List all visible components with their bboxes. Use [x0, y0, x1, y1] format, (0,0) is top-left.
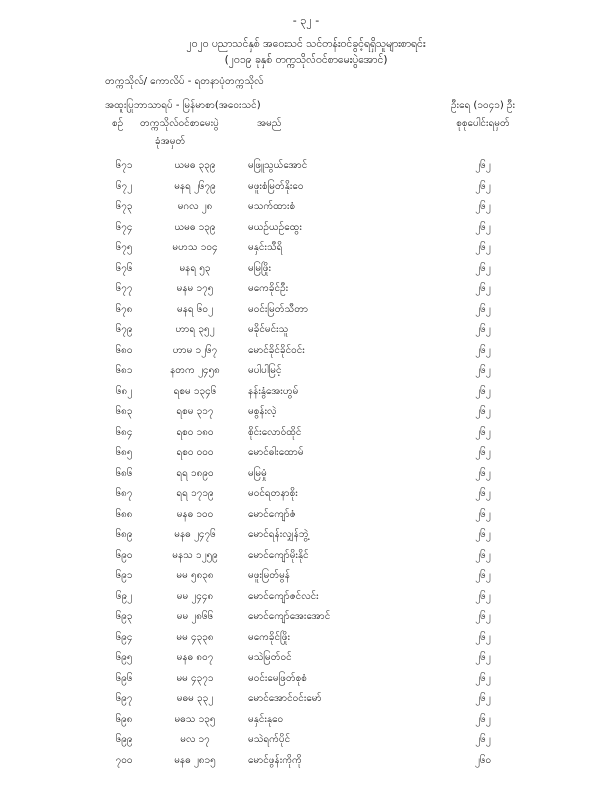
row-number: ၆၈၂ [115, 385, 133, 397]
row-number: ၆၉၉ [115, 734, 133, 745]
row-number: ၆၉၈ [115, 713, 133, 725]
student-name: မခိုင်မင်းသူ [248, 324, 289, 335]
table-row [0, 302, 612, 322]
total-score: ၂၆၂ [475, 283, 491, 294]
document-title: ၂၀၂၀ ပညာသင်နှစ် အဝေးသင် သင်တန်းဝင်ခွင့်ရရှိသူများစာရင်း [186, 38, 426, 50]
roll-number: ရစဝ ၁၈၀ [176, 426, 214, 438]
table-row [0, 568, 612, 588]
roll-number: မနဓ ၁၀၀ [176, 508, 214, 520]
student-name: မောင်ဓါးထောမ် [248, 447, 304, 458]
page-number: - ၃၂ - [292, 14, 320, 27]
row-number: ၆၈၃ [115, 406, 133, 417]
total-score: ၂၆၂ [475, 406, 491, 417]
roll-number: မမ ၂၈၆၆ [176, 611, 214, 622]
student-name: မဖြူသွယ်အောင် [248, 160, 308, 171]
row-number: ၆၇၆ [115, 262, 133, 274]
table-row [0, 691, 612, 711]
student-name: မောင်ရန်းလျှန်ဘွဲ့ [248, 529, 309, 540]
roll-number: မမ ၅၈၃၈ [176, 570, 214, 581]
student-name: မောင်ကျော်မိုးနိုင် [248, 549, 309, 561]
student-name: မနှင်းနုဝေ [248, 713, 284, 725]
total-count-label: ဦးရေ (၁၀၄၁) ဦး [450, 100, 515, 111]
table-row [0, 179, 612, 199]
student-name: မစွန်းလဲ့ [248, 406, 277, 417]
total-score: ၂၆၂ [475, 488, 491, 499]
table-row [0, 281, 612, 301]
row-number: ၆၇၄ [115, 221, 133, 233]
student-name: မဝင်ရတနာစိုး [248, 488, 298, 499]
total-score: ၂၆၂ [475, 426, 491, 438]
total-score: ၂၆၂ [475, 324, 491, 335]
table-row [0, 240, 612, 260]
university-line: တက္ကသိုလ်/ ကောလိပ် - ရတနာပုံတက္ကသိုလ် [105, 76, 264, 87]
table-row [0, 343, 612, 363]
table-row [0, 732, 612, 752]
table-row [0, 158, 612, 178]
student-name: မကေခိုင်ဖြိုး [248, 631, 291, 643]
row-number: ၆၇၇ [115, 283, 133, 294]
table-row [0, 261, 612, 281]
student-name: မောင်ကျော်ဇံ [248, 508, 296, 520]
table-row [0, 507, 612, 527]
row-number: ၆၉၆ [115, 672, 133, 684]
table-row [0, 384, 612, 404]
total-score: ၂၆၂ [475, 693, 491, 704]
student-name: မနှင်းသီရိ [248, 242, 283, 253]
student-name: မောင်ကျော်အေးအောင် [248, 611, 331, 622]
row-number: ၆၇၃ [115, 201, 133, 212]
roll-number: မဂလ ၂၈ [177, 201, 213, 212]
total-score: ၂၆၂ [475, 262, 491, 274]
total-score: ၂၆၂ [475, 713, 491, 725]
row-number: ၆၉၁ [115, 570, 133, 581]
column-header-score: စုစုပေါင်းရမှတ် [456, 118, 510, 129]
total-score: ၂၆၂ [475, 508, 491, 520]
roll-number: ယမဓ ၃၃၉ [174, 160, 216, 171]
roll-number: မနရ ၂၆၇၉ [174, 180, 216, 192]
row-number: ၆၇၂ [115, 180, 133, 192]
student-name: နန်းနွံအေးဟွမ် [248, 385, 299, 397]
student-name: မောင်ဖွန်းကိုကို [248, 754, 302, 766]
total-score: ၂၆၂ [475, 467, 491, 479]
student-name: စိုင်းလောဝ်ထိုင် [248, 426, 302, 438]
total-score: ၂၆၂ [475, 385, 491, 397]
roll-number: ရစဝ ၀၀၀ [176, 447, 214, 458]
column-header-name: အမည် [257, 118, 282, 129]
total-score: ၂၆၂ [475, 611, 491, 622]
roll-number: မလ ၁၇ [180, 734, 210, 745]
student-name: မယဉ်ယဉ်ထွေး [248, 221, 302, 233]
row-number: ၆၈၀ [115, 344, 133, 356]
row-number: ၆၈၆ [115, 467, 133, 479]
roll-number: မနဓ ၈၀၇ [176, 652, 214, 663]
row-number: ၆၇၅ [115, 242, 133, 253]
table-row [0, 671, 612, 691]
table-row [0, 445, 612, 465]
table-row [0, 589, 612, 609]
total-score: ၂၆၂ [475, 344, 491, 356]
row-number: ၆၈၄ [115, 426, 133, 438]
table-row [0, 527, 612, 547]
row-number: ၆၉၅ [115, 652, 133, 663]
total-score: ၂၆၂ [475, 570, 491, 581]
column-header-roll-2: ခုံအမှတ် [155, 136, 186, 147]
row-number: ၆၈၇ [115, 488, 133, 499]
roll-number: မမ ၂၄၄၈ [176, 590, 214, 602]
table-row [0, 650, 612, 670]
roll-number: မနရ ၅၃ [179, 262, 211, 274]
roll-number: မနဓ ၂၄၇၆ [174, 529, 216, 540]
table-row [0, 404, 612, 424]
total-score: ၂၆၂ [475, 590, 491, 602]
row-number: ၆၉၀ [115, 549, 133, 561]
roll-number: မမ ၄၃၃၈ [176, 631, 214, 643]
total-score: ၂၆၂ [475, 734, 491, 745]
row-number: ၆၈၈ [115, 508, 133, 520]
table-row [0, 609, 612, 629]
total-score: ၂၆၂ [475, 160, 491, 171]
total-score: ၂၆၂ [475, 652, 491, 663]
table-row [0, 199, 612, 219]
student-name: မသက်ထားစံ [248, 201, 296, 212]
column-header-no: စဉ် [112, 118, 124, 129]
roll-number: ရစမ ၁၃၄၆ [173, 385, 217, 397]
roll-number: မဓမ ၃၃၂ [176, 693, 214, 704]
total-score: ၂၆၂ [475, 180, 491, 192]
student-name: မပါပါမြင့် [248, 365, 282, 376]
student-name: မောင်အောင်ဝင်းမော် [248, 693, 322, 704]
student-name: မဝင်းမြတ်သီတာ [248, 303, 309, 315]
roll-number: မနမ ၁၇၅ [176, 283, 214, 294]
roll-number: မနရ ၆၀၂ [177, 303, 213, 315]
table-row [0, 753, 612, 773]
table-row [0, 363, 612, 383]
student-name: မကေခိုင်ဦး [248, 283, 289, 294]
row-number: ၆၉၃ [115, 611, 133, 622]
table-row [0, 630, 612, 650]
student-name: မဖူးစံမြတ်နိုးဝေ [248, 180, 304, 192]
roll-number: ရစမ ၃၁၇ [176, 406, 214, 417]
roll-number: မဟသ ၁၀၄ [172, 242, 218, 253]
roll-number: ဟာမ ၁၂၆၇ [172, 344, 218, 356]
roll-number: မနသ ၁၂၅၉ [172, 549, 218, 561]
total-score: ၂၆၂ [475, 447, 491, 458]
table-row [0, 322, 612, 342]
roll-number: ယမဓ ၁၃၉ [174, 221, 216, 233]
table-row [0, 425, 612, 445]
document-subtitle: (၂၀၁၉ ခုနှစ် တက္ကသိုလ်ဝင်စာမေးပွဲအောင်) [224, 54, 388, 66]
roll-number: ဟာရ ၃၅၂ [175, 324, 215, 335]
row-number: ၆၇၁ [115, 160, 133, 171]
column-header-roll: တက္ကသိုလ်ဝင်စာမေးပွဲ [140, 118, 219, 129]
total-score: ၂၆၂ [475, 631, 491, 643]
row-number: ၆၉၇ [115, 693, 133, 704]
major-subject-line: အထူးပြုဘာသာရပ် - မြန်မာစာ(အဝေးသင်) [105, 100, 261, 111]
roll-number: ရရ ၁၇၁၉ [176, 488, 214, 499]
row-number: ၇၀၀ [115, 754, 133, 766]
total-score: ၂၆၂ [475, 201, 491, 212]
total-score: ၂၆၂ [475, 672, 491, 684]
roll-number: မမ ၄၃၇၁ [176, 672, 214, 684]
roll-number: မနဓ ၂၈၁၅ [174, 754, 216, 766]
total-score: ၂၆၂ [475, 365, 491, 376]
row-number: ၆၈၉ [115, 529, 133, 540]
total-score: ၂၆၂ [475, 303, 491, 315]
student-name: မမြဖြိုး [248, 262, 272, 274]
student-name: မဖူးမြတ်မွန် [248, 570, 290, 581]
row-number: ၆၉၂ [115, 590, 133, 602]
student-name: မမြမှုံ [248, 467, 267, 479]
row-number: ၆၇၈ [115, 303, 133, 315]
row-number: ၆၇၉ [115, 324, 133, 335]
student-name: မောင်ခိုင်ခိုင်ဝင်း [248, 344, 305, 356]
table-row [0, 712, 612, 732]
table-row [0, 548, 612, 568]
row-number: ၆၉၄ [115, 631, 133, 643]
student-name: မသဲရက်ပိုင် [248, 734, 291, 745]
roll-number: ရရ ၁၈၉၀ [176, 467, 214, 479]
roll-number: မဓသ ၁၃၅ [174, 713, 216, 725]
table-row [0, 466, 612, 486]
table-row [0, 486, 612, 506]
row-number: ၆၈၁ [115, 365, 133, 376]
total-score: ၂၆၂ [475, 529, 491, 540]
total-score: ၂၆၀ [474, 754, 492, 766]
student-name: မဝင်းမေဖြတ်စုစံ [248, 672, 307, 684]
total-score: ၂၆၂ [475, 549, 491, 561]
total-score: ၂၆၂ [475, 221, 491, 233]
row-number: ၆၈၅ [115, 447, 133, 458]
table-row [0, 220, 612, 240]
student-name: မောင်ကျော်ဇင်လင်း [248, 590, 319, 602]
student-name: မသဲမြတ်ဝင် [248, 652, 292, 663]
total-score: ၂၆၂ [475, 242, 491, 253]
roll-number: နတက ၂၄၅၈ [170, 365, 220, 376]
